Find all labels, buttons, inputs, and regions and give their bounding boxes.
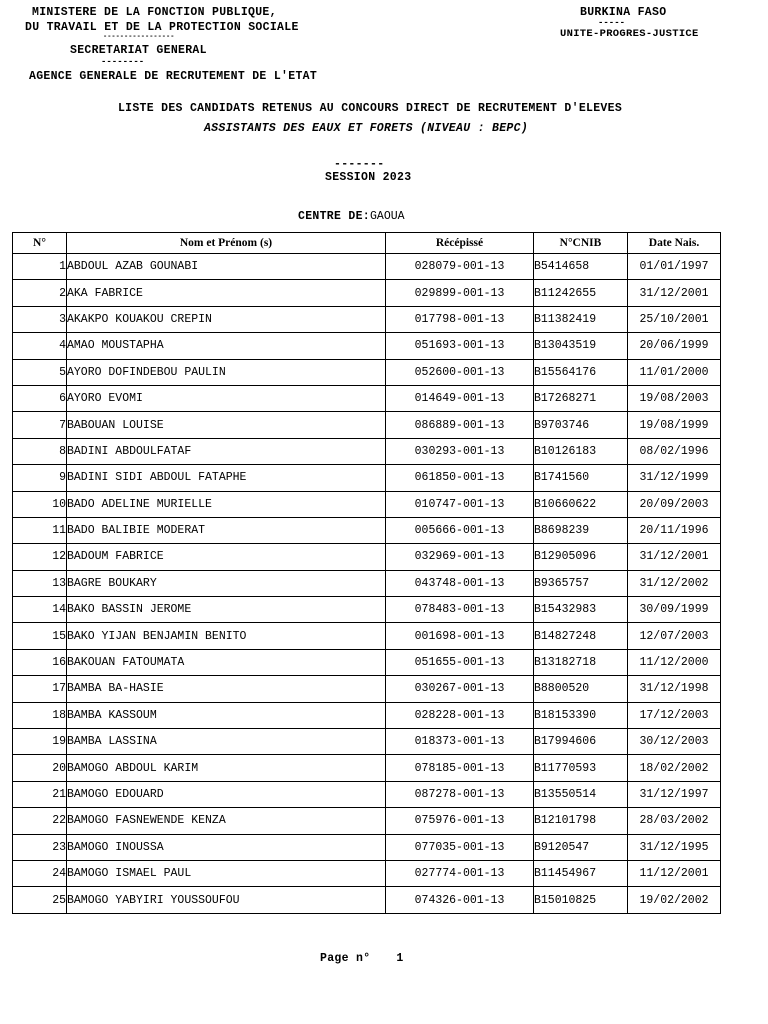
cell-birthdate: 31/12/1997	[628, 781, 721, 807]
cell-cnib: B17268271	[534, 385, 628, 411]
cell-name: BAKO BASSIN JEROME	[67, 597, 386, 623]
cell-name: AYORO EVOMI	[67, 385, 386, 411]
cell-birthdate: 30/09/1999	[628, 597, 721, 623]
cell-birthdate: 20/11/1996	[628, 517, 721, 543]
cell-name: AKAKPO KOUAKOU CREPIN	[67, 306, 386, 332]
cell-no: 3	[13, 306, 67, 332]
cell-no: 25	[13, 887, 67, 913]
table-row	[13, 491, 721, 517]
cell-birthdate: 18/02/2002	[628, 755, 721, 781]
cell-birthdate: 31/12/1995	[628, 834, 721, 860]
table-row	[13, 887, 721, 913]
cell-cnib: B11770593	[534, 755, 628, 781]
cell-recepisse: 075976-001-13	[386, 808, 534, 834]
cell-name: BAKOUAN FATOUMATA	[67, 649, 386, 675]
cell-name: BAMBA KASSOUM	[67, 702, 386, 728]
cell-birthdate: 31/12/2002	[628, 570, 721, 596]
agency-name: AGENCE GENERALE DE RECRUTEMENT DE L'ETAT	[29, 70, 318, 83]
cell-no: 16	[13, 649, 67, 675]
cell-birthdate: 30/12/2003	[628, 729, 721, 755]
cell-cnib: B14827248	[534, 623, 628, 649]
cell-name: AYORO DOFINDEBOU PAULIN	[67, 359, 386, 385]
table-row	[13, 359, 721, 385]
cell-cnib: B8698239	[534, 517, 628, 543]
cell-name: BAMOGO FASNEWENDE KENZA	[67, 808, 386, 834]
document-subtitle: ASSISTANTS DES EAUX ET FORETS (NIVEAU : BEPC)	[203, 122, 529, 135]
session-label: SESSION 2023	[325, 171, 412, 184]
cell-birthdate: 19/08/2003	[628, 385, 721, 411]
cell-cnib: B15010825	[534, 887, 628, 913]
cell-recepisse: 087278-001-13	[386, 781, 534, 807]
cell-no: 20	[13, 755, 67, 781]
table-row	[13, 306, 721, 332]
table-row	[13, 570, 721, 596]
cell-cnib: B11382419	[534, 306, 628, 332]
table-header-row	[13, 233, 721, 254]
cell-recepisse: 051693-001-13	[386, 333, 534, 359]
table-row	[13, 623, 721, 649]
cell-name: BADO ADELINE MURIELLE	[67, 491, 386, 517]
cell-no: 11	[13, 517, 67, 543]
table-row	[13, 544, 721, 570]
cell-name: BAMOGO INOUSSA	[67, 834, 386, 860]
cell-cnib: B15432983	[534, 597, 628, 623]
table-row	[13, 676, 721, 702]
table-row	[13, 385, 721, 411]
cell-recepisse: 086889-001-13	[386, 412, 534, 438]
cell-recepisse: 078483-001-13	[386, 597, 534, 623]
cell-no: 1	[13, 254, 67, 280]
cell-cnib: B18153390	[534, 702, 628, 728]
cell-no: 5	[13, 359, 67, 385]
cell-birthdate: 08/02/1996	[628, 438, 721, 464]
cell-no: 13	[13, 570, 67, 596]
table-row	[13, 860, 721, 886]
table-row	[13, 438, 721, 464]
cell-cnib: B13550514	[534, 781, 628, 807]
cell-recepisse: 029899-001-13	[386, 280, 534, 306]
table-row	[13, 517, 721, 543]
cell-recepisse: 028079-001-13	[386, 254, 534, 280]
cell-name: BAMBA LASSINA	[67, 729, 386, 755]
cell-no: 18	[13, 702, 67, 728]
cell-recepisse: 005666-001-13	[386, 517, 534, 543]
cell-name: BAMOGO YABYIRI YOUSSOUFOU	[67, 887, 386, 913]
ministry-name-line2: DU TRAVAIL ET DE LA PROTECTION SOCIALE	[25, 21, 299, 34]
table-row	[13, 834, 721, 860]
centre-label: CENTRE DE:	[298, 210, 371, 223]
page-footer	[320, 952, 404, 965]
cell-birthdate: 25/10/2001	[628, 306, 721, 332]
table-row	[13, 702, 721, 728]
country-motto: UNITE-PROGRES-JUSTICE	[560, 28, 699, 40]
cell-cnib: B12101798	[534, 808, 628, 834]
column-header-birthdate: Date Nais.	[628, 233, 721, 254]
cell-name: BADINI ABDOULFATAF	[67, 438, 386, 464]
cell-birthdate: 11/01/2000	[628, 359, 721, 385]
table-row	[13, 597, 721, 623]
cell-no: 17	[13, 676, 67, 702]
cell-no: 21	[13, 781, 67, 807]
ministry-separator: -----------------	[103, 33, 175, 41]
column-header-name: Nom et Prénom (s)	[67, 233, 386, 254]
cell-no: 14	[13, 597, 67, 623]
cell-birthdate: 11/12/2000	[628, 649, 721, 675]
table-row	[13, 465, 721, 491]
cell-name: BADOUM FABRICE	[67, 544, 386, 570]
cell-recepisse: 030267-001-13	[386, 676, 534, 702]
cell-recepisse: 014649-001-13	[386, 385, 534, 411]
country-separator: -----	[598, 18, 626, 28]
cell-recepisse: 001698-001-13	[386, 623, 534, 649]
cell-cnib: B11242655	[534, 280, 628, 306]
cell-no: 8	[13, 438, 67, 464]
cell-name: BADINI SIDI ABDOUL FATAPHE	[67, 465, 386, 491]
session-separator: -------	[334, 158, 385, 171]
cell-recepisse: 017798-001-13	[386, 306, 534, 332]
centre-line	[298, 206, 405, 224]
secretariat-separator: --------	[101, 57, 145, 67]
cell-name: BAKO YIJAN BENJAMIN BENITO	[67, 623, 386, 649]
cell-cnib: B13182718	[534, 649, 628, 675]
page-number: 1	[396, 952, 404, 965]
country-name: BURKINA FASO	[580, 6, 667, 19]
cell-birthdate: 31/12/2001	[628, 544, 721, 570]
column-header-no: N°	[13, 233, 67, 254]
cell-birthdate: 31/12/1998	[628, 676, 721, 702]
cell-birthdate: 19/08/1999	[628, 412, 721, 438]
cell-name: AMAO MOUSTAPHA	[67, 333, 386, 359]
cell-name: BADO BALIBIE MODERAT	[67, 517, 386, 543]
cell-birthdate: 31/12/2001	[628, 280, 721, 306]
cell-no: 22	[13, 808, 67, 834]
cell-cnib: B13043519	[534, 333, 628, 359]
cell-no: 24	[13, 860, 67, 886]
column-header-recepisse: Récépissé	[386, 233, 534, 254]
ministry-name-line1: MINISTERE DE LA FONCTION PUBLIQUE,	[32, 6, 277, 19]
table-body	[13, 254, 721, 914]
cell-no: 15	[13, 623, 67, 649]
cell-recepisse: 061850-001-13	[386, 465, 534, 491]
cell-recepisse: 018373-001-13	[386, 729, 534, 755]
cell-cnib: B9120547	[534, 834, 628, 860]
cell-recepisse: 032969-001-13	[386, 544, 534, 570]
table-row	[13, 755, 721, 781]
column-header-cnib: N°CNIB	[534, 233, 628, 254]
cell-recepisse: 074326-001-13	[386, 887, 534, 913]
cell-no: 10	[13, 491, 67, 517]
cell-no: 4	[13, 333, 67, 359]
cell-name: ABDOUL AZAB GOUNABI	[67, 254, 386, 280]
table-row	[13, 412, 721, 438]
cell-birthdate: 11/12/2001	[628, 860, 721, 886]
cell-birthdate: 17/12/2003	[628, 702, 721, 728]
cell-name: BAGRE BOUKARY	[67, 570, 386, 596]
cell-no: 19	[13, 729, 67, 755]
cell-birthdate: 19/02/2002	[628, 887, 721, 913]
cell-birthdate: 12/07/2003	[628, 623, 721, 649]
table-row	[13, 729, 721, 755]
cell-no: 6	[13, 385, 67, 411]
cell-cnib: B8800520	[534, 676, 628, 702]
cell-birthdate: 28/03/2002	[628, 808, 721, 834]
cell-name: BABOUAN LOUISE	[67, 412, 386, 438]
cell-no: 9	[13, 465, 67, 491]
cell-no: 12	[13, 544, 67, 570]
cell-name: BAMOGO EDOUARD	[67, 781, 386, 807]
cell-recepisse: 027774-001-13	[386, 860, 534, 886]
cell-cnib: B9365757	[534, 570, 628, 596]
cell-recepisse: 077035-001-13	[386, 834, 534, 860]
cell-cnib: B9703746	[534, 412, 628, 438]
table-row	[13, 280, 721, 306]
secretariat-general: SECRETARIAT GENERAL	[70, 44, 207, 57]
table-row	[13, 781, 721, 807]
cell-cnib: B5414658	[534, 254, 628, 280]
cell-cnib: B15564176	[534, 359, 628, 385]
cell-name: BAMOGO ABDOUL KARIM	[67, 755, 386, 781]
cell-birthdate: 31/12/1999	[628, 465, 721, 491]
cell-recepisse: 052600-001-13	[386, 359, 534, 385]
cell-no: 7	[13, 412, 67, 438]
table-row	[13, 254, 721, 280]
cell-name: BAMOGO ISMAEL PAUL	[67, 860, 386, 886]
cell-name: AKA FABRICE	[67, 280, 386, 306]
cell-recepisse: 051655-001-13	[386, 649, 534, 675]
cell-cnib: B10126183	[534, 438, 628, 464]
cell-cnib: B17994606	[534, 729, 628, 755]
cell-cnib: B12905096	[534, 544, 628, 570]
centre-value: GAOUA	[370, 210, 405, 223]
cell-recepisse: 010747-001-13	[386, 491, 534, 517]
cell-recepisse: 078185-001-13	[386, 755, 534, 781]
cell-cnib: B11454967	[534, 860, 628, 886]
cell-no: 23	[13, 834, 67, 860]
cell-recepisse: 028228-001-13	[386, 702, 534, 728]
cell-cnib: B10660622	[534, 491, 628, 517]
table-row	[13, 333, 721, 359]
cell-birthdate: 01/01/1997	[628, 254, 721, 280]
cell-no: 2	[13, 280, 67, 306]
cell-recepisse: 043748-001-13	[386, 570, 534, 596]
candidates-table	[12, 232, 721, 914]
page-label: Page n°	[320, 952, 371, 965]
table-row	[13, 808, 721, 834]
document-title: LISTE DES CANDIDATS RETENUS AU CONCOURS DIRECT DE RECRUTEMENT D'ELEVES	[117, 102, 623, 115]
cell-birthdate: 20/09/2003	[628, 491, 721, 517]
cell-birthdate: 20/06/1999	[628, 333, 721, 359]
table-row	[13, 649, 721, 675]
cell-name: BAMBA BA-HASIE	[67, 676, 386, 702]
cell-cnib: B1741560	[534, 465, 628, 491]
cell-recepisse: 030293-001-13	[386, 438, 534, 464]
